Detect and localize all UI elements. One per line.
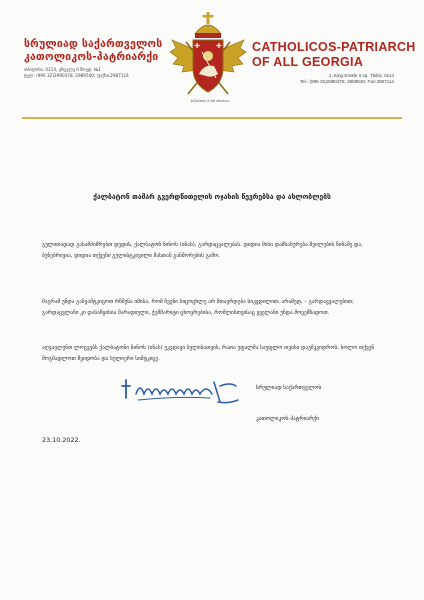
seal-caption: ῥιζούσης ὁ ἐπὶ πάντων — [190, 99, 230, 103]
signatory-title-line2: კათოლიკოს-პატრიარქი — [256, 416, 319, 422]
letterhead-divider — [22, 117, 402, 119]
letterhead-address-english-line2: Tel.: (995 32)2990378, 2989540; Fax:2987114 — [299, 79, 394, 84]
letterhead-address-georgian-line1: თბილისი, 0114, ერეკლე II მოედ. №1 — [24, 67, 101, 72]
letterhead-title-english-line1: CATHOLICOS-PATRIARCH — [252, 40, 416, 54]
letterhead-title-georgian-line2: კათოლიკოს-პატრიარქი — [24, 51, 159, 63]
handwritten-signature — [118, 372, 242, 412]
letter-paragraph-2: მაგრამ უნდა განვამტკიცოთ რწმენა იმისა, რომ ჩვენი სიცოცხლე არ მთავრდება სიკვდილით, არამედ, – გარდაცვალებით; გარდაცვლანი კი დასაწყისია მარადიული, ჭეშმარიტი ცხოვრებისა, რომლისთვისაც ყველანი უნდა მოვემზადოთ. — [42, 299, 354, 316]
letterhead-left — [24, 38, 172, 79]
signatory-title-line1: სრულიად საქართველოს — [256, 385, 322, 391]
patriarchate-seal-icon — [168, 12, 248, 108]
letterhead-address-georgian-line2: ტელ: (995 32)2990378, 2989540; ფაქსი:2987114 — [24, 73, 129, 78]
letterhead-title-english-line2: OF ALL GEORGIA — [252, 55, 364, 69]
letterhead-title-georgian-line1: სრულიად საქართველოს — [24, 38, 163, 50]
letter-heading: ქალბატონ თამარ გვერდწითელის ოჯახის წევრებსა და ახლობლებს — [93, 193, 331, 201]
letter-paragraph-1: გულითადად გასამძიმრებთ დედის, ქალბატონ ნინოს (ინას), გარდაცვალებას. დიდია მისი დამსახურება შვილების წინაშე და, ბუნებრივია, დიდია თქვენი გულისტკივილი მასთან განშორების გამო. — [42, 242, 363, 259]
letter-date: 23.10.2022. — [42, 436, 81, 444]
letterhead-right — [252, 40, 416, 85]
letter-paragraph-3: აღვავლენთ ლოცვებს ქალბატონი ნინოს (ინას) უკვდავი სულისათვის, რათა უფალმა საუფლო თვისი დაუმკვიდროს, ხოლო თქვენ მოგმადლოთ შვიდობა და სულიერი სიმტკიცე. — [42, 345, 375, 362]
letterhead-address-english-line1: 1, King Erekle II sq. Tbilisi, 0114 — [328, 73, 394, 78]
